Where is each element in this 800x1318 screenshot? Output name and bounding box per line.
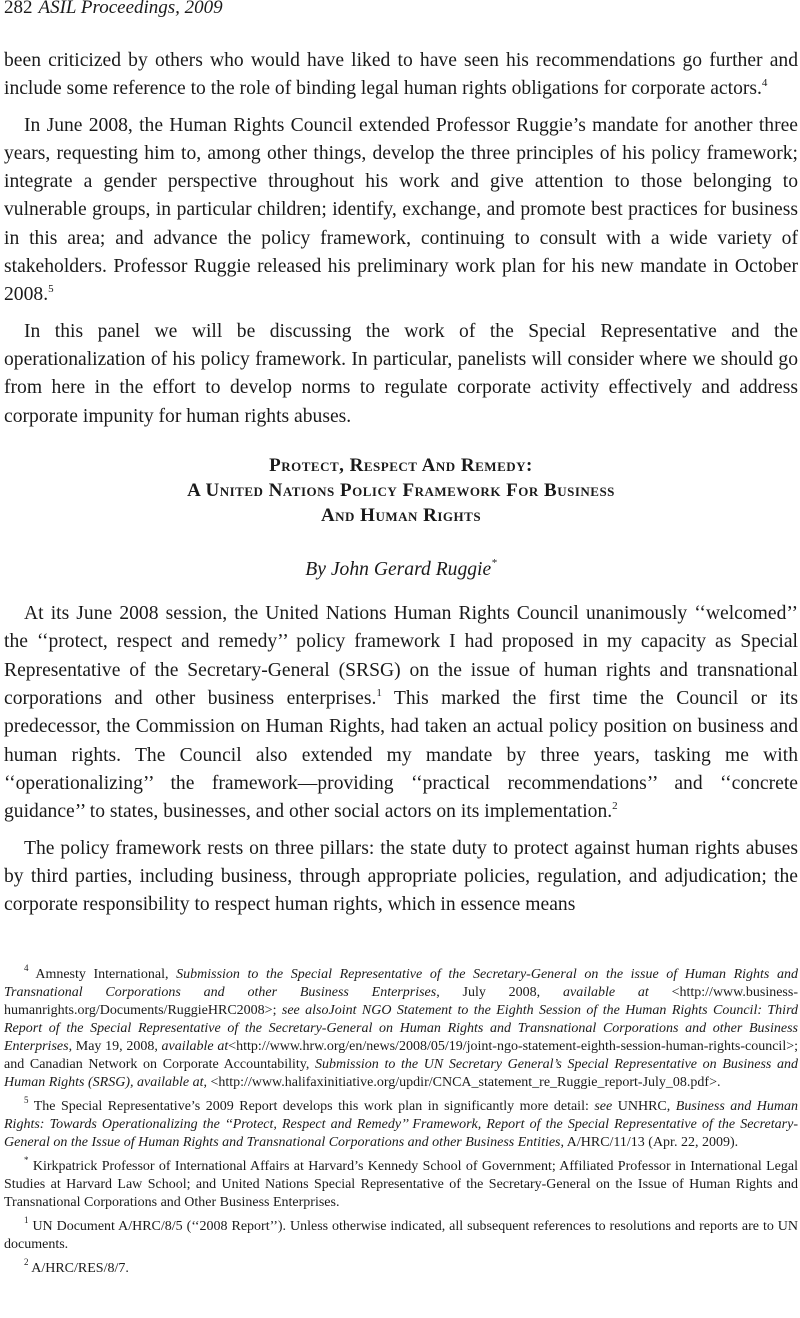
section-title xyxy=(4,453,798,528)
running-header xyxy=(4,0,223,20)
journal-title: ASIL Proceedings, 2009 xyxy=(38,0,223,18)
footnote-ref-1[interactable]: 1 xyxy=(376,686,382,699)
footnote-link[interactable]: , <http://www.halifaxinitiative.org/updir/CNCA_statement_re_Ruggie_report-July_08.pdf>. xyxy=(203,1075,721,1090)
footnote-ref-star[interactable]: * xyxy=(491,557,497,570)
body-text xyxy=(4,47,798,927)
footnotes xyxy=(4,963,799,1284)
intro-paragraph-2: In June 2008, the Human Rights Council extended Professor Ruggie’s mandate for another three years, requesting him to, among other things, develop the three principles of his policy framework; integrate a gender perspective throughout his work and give attention to those belonging to vulnerable groups, in particular children; identify, exchange, and promote best practices for business in this area; and advance the policy framework, continuing to consult with a wide variety of stakeholders. Professor Ruggie released his preliminary work plan for his new mandate in October 2008.$^5$ xyxy=(4,114,798,306)
page-number: 282 xyxy=(4,0,33,18)
intro-paragraph-3: In this panel we will be discussing the work of the Special Representative and the operationalization of his policy framework. In particular, panelists will consider where we should go from here in the effort to develop norms to regulate corporate activity effectively and address corporate impunity for human rights abuses. xyxy=(4,320,798,427)
footnote-5: $^5$ The Special Representative’s 2009 Report develops this work plan in significantly more detail: see UNHRC, Business and Human Rights: Towards Operationalizing the ‘‘Protect, Respect and Remedy’’ Framework, Report of the Special Representative of the Secretary-General on the Issue of Human Rights and Transnational Corporations and other Business Entities, A/HRC/11/13 (Apr. 22, 2009). xyxy=(4,1095,798,1150)
footnote-link[interactable]: <http://www.hrw.org/en/news/2008/05/19/joint-ngo-statement-eighth-session-human-rights-council>; and Canadian Network on Corporate Accountability, xyxy=(4,1039,798,1072)
author-byline: By John Gerard Ruggie* xyxy=(305,557,497,580)
section-title-line-3: And Human Rights xyxy=(320,504,482,526)
footnote-ref-4[interactable]: 4 xyxy=(761,76,768,89)
article-paragraph-1: At its June 2008 session, the United Nations Human Rights Council unanimously ‘‘welcomed’’ the ‘‘protect, respect and remedy’’ policy framework I had proposed in my capacity as Special Representative of the Secretary-General (SRSG) on the issue of human rights and transnational corporations and other business enterprises.$^1$ This marked the first time the Council or its predecessor, the Commission on Human Rights, had taken an actual policy position on business and human rights. The Council also extended my mandate by three years, tasking me with ‘‘operationalizing’’ the framework—providing ‘‘practical recommendations’’ and ‘‘concrete guidance’’ to states, businesses, and other social actors on its implementation.$^2$ xyxy=(4,603,798,823)
footnote-2: $^2$ A/HRC/RES/8/7. xyxy=(24,1257,129,1276)
section-title-line-1: Protect, Respect And Remedy: xyxy=(269,454,533,476)
footnote-4: $^4$ Amnesty International, Submission to the Special Representative of the Secretary-General on the issue of Human Rights and Transnational Corporations and other Business Enterprises, July 2008, available at <http://www.business-humanrights.org/Documents/RuggieHRC2008>; see alsoJoint NGO Statement to the Eighth Session of the Human Rights Council: Third Report of the Special Representative of the Secretary-General on Human Rights and Transnational Corporations and other Business Enterprises, May 19, 2008, available at<http://www.hrw.org/en/news/2008/05/19/joint-ngo-statement-eighth-session-human-rights-council>; and Canadian Network on Corporate Accountability, Submission to the UN Secretary General’s Special Representative on Business and Human Rights (SRSG), available at, <http://www.halifaxinitiative.org/updir/CNCA_statement_re_Ruggie_report-July_08.pdf>. xyxy=(4,963,799,1090)
footnote-1: $^1$ UN Document A/HRC/8/5 (‘‘2008 Report’’). Unless otherwise indicated, all subsequent references to resolutions and reports are to UN documents. xyxy=(4,1215,798,1252)
article-paragraph-2: The policy framework rests on three pillars: the state duty to protect against human rights abuses by third parties, including business, through appropriate policies, regulation, and adjudication; the corporate responsibility to respect human rights, which in essence means xyxy=(4,837,798,916)
footnote-star: * Kirkpatrick Professor of International Affairs at Harvard’s Kennedy School of Government; Affiliated Professor in International Legal Studies at Harvard Law School; and United Nations Special Representative of the Secretary-General on the Issue of Human Rights and Transnational Corporations and Other Business Enterprises. xyxy=(4,1155,798,1210)
intro-paragraph-1: been criticized by others who would have liked to have seen his recommendations go further and include some reference to the role of binding legal human rights obligations for corporate actors.$^4$ xyxy=(4,50,798,100)
footnote-ref-5[interactable]: 5 xyxy=(48,282,54,295)
footnote-ref-2[interactable]: 2 xyxy=(612,799,618,812)
footnote-link[interactable]: <http://www.business-humanrights.org/Documents/RuggieHRC2008>; xyxy=(4,985,798,1018)
section-title-line-2: A United Nations Policy Framework For Business xyxy=(187,479,615,501)
